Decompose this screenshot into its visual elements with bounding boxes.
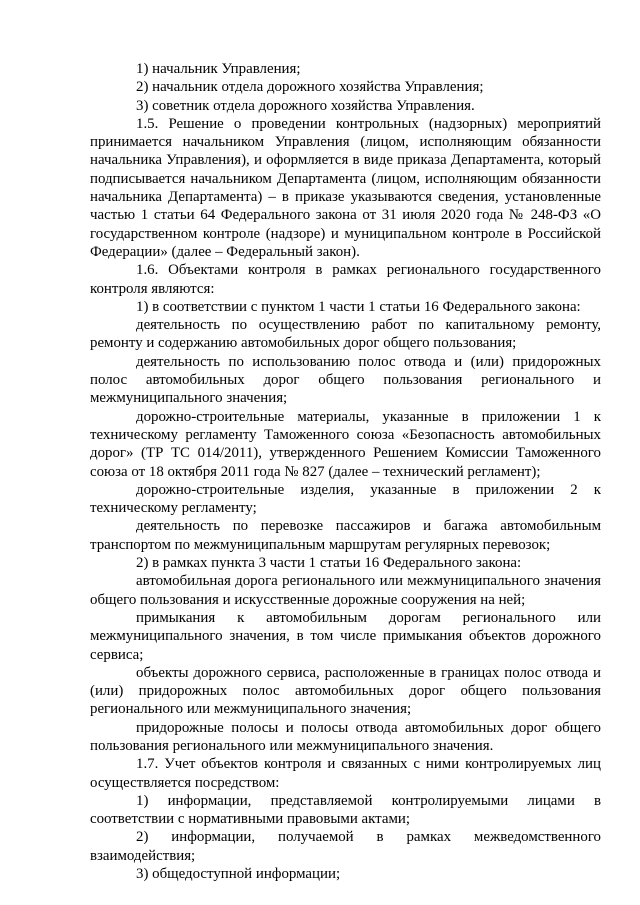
paragraph-object-repair: деятельность по осуществлению работ по капитальному ремонту, ремонту и содержанию автомобильных дорог общего пользования;	[90, 317, 601, 352]
paragraph-object-service: объекты дорожного сервиса, расположенные в границах полос отвода и (или) придорожных полос автомобильных дорог общего пользования регионального или межмуниципального значения;	[90, 664, 601, 718]
paragraph-object-materials: дорожно-строительные материалы, указанные в приложении 1 к техническому регламенту Таможенного союза «Безопасность автомобильных дорог» (ТР ТС 014/2011), утвержденного Решением Комиссии Таможенного союза от 18 октября 2011 года № 827 (далее – технический регламент);	[90, 408, 601, 480]
paragraph-object-road: автомобильная дорога регионального или межмуниципального значения общего пользования и искусственные дорожные сооружения на ней;	[90, 573, 601, 608]
paragraph-object-transport: деятельность по перевозке пассажиров и багажа автомобильным транспортом по межмуниципальным маршрутам регулярных перевозок;	[90, 518, 601, 553]
paragraph-1-6-item-2: 2) в рамках пункта 3 части 1 статьи 16 Федерального закона:	[136, 555, 522, 572]
paragraph-2: 2) начальник отдела дорожного хозяйства Управления;	[136, 79, 484, 96]
paragraph-object-roadside: придорожные полосы и полосы отвода автомобильных дорог общего пользования регионального или межмуниципального значения.	[90, 719, 601, 754]
paragraph-1-6: 1.6. Объектами контроля в рамках регионального государственного контроля являются:	[90, 262, 601, 297]
paragraph-1: 1) начальник Управления;	[136, 61, 301, 77]
paragraph-1-7: 1.7. Учет объектов контроля и связанных с ними контролируемых лиц осуществляется посредством:	[90, 756, 601, 791]
paragraph-object-junctions: примыкания к автомобильным дорогам регионального или межмуниципального значения, в том числе примыкания объектов дорожного сервиса;	[90, 609, 601, 663]
paragraph-1-7-item-2: 2) информации, получаемой в рамках межведомственного взаимодействия;	[90, 829, 601, 864]
paragraph-object-strips: деятельность по использованию полос отвода и (или) придорожных полос автомобильных дорог общего пользования регионального и межмуниципального значения;	[90, 353, 601, 407]
paragraph-1-7-item-1: 1) информации, представляемой контролируемыми лицами в соответствии с нормативными правовыми актами;	[90, 792, 601, 828]
document-page	[90, 60, 601, 883]
paragraph-1-7-item-3: 3) общедоступной информации;	[136, 866, 341, 883]
paragraph-1-6-item-1: 1) в соответствии с пунктом 1 части 1 статьи 16 Федерального закона:	[136, 298, 581, 315]
paragraph-1-5: 1.5. Решение о проведении контрольных (надзорных) мероприятий принимается начальником Управления (лицом, исполняющим обязанности начальника Управления), и оформляется в виде приказа Департамента, который подписывается начальником Департамента (лицом, исполняющим обязанности начальника Департамента) – в приказе указываются сведения, установленные частью 1 статьи 64 Федерального закона от 31 июля 2020 года № 248-ФЗ «О государственном контроле (надзоре) и муниципальном контроле в Российской Федерации» (далее – Федеральный закон).	[90, 115, 601, 260]
paragraph-object-products: дорожно-строительные изделия, указанные в приложении 2 к техническому регламенту;	[90, 481, 601, 517]
paragraph-3: 3) советник отдела дорожного хозяйства Управления.	[136, 97, 475, 114]
